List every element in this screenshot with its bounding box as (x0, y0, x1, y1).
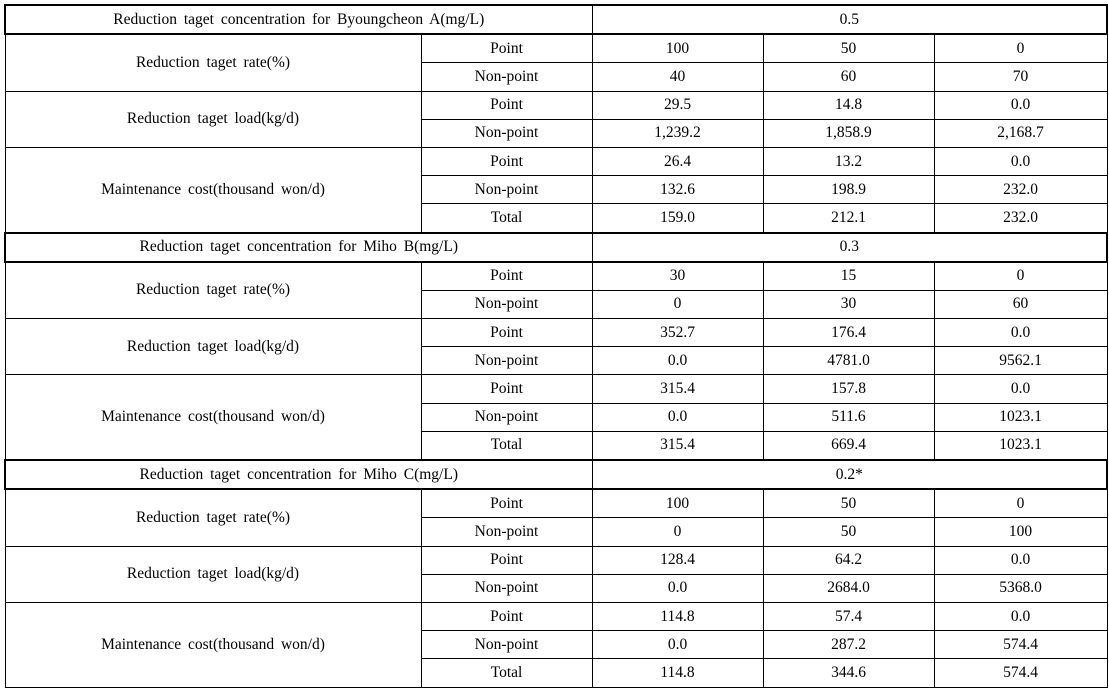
value-cell: 0 (934, 34, 1107, 63)
value-cell: 4781.0 (763, 347, 934, 375)
value-cell: 0 (934, 262, 1107, 291)
value-cell: 669.4 (763, 431, 934, 460)
source-type-label: Non-point (421, 290, 592, 318)
value-cell: 60 (763, 63, 934, 91)
cost-row-label: Maintenance cost(thousand won/d) (5, 602, 421, 687)
source-type-label: Non-point (421, 347, 592, 375)
value-cell: 13.2 (763, 147, 934, 175)
value-cell: 0.0 (934, 319, 1107, 347)
section-title: Reduction taget concentration for Miho C(mg/L) (5, 460, 592, 489)
source-type-label: Non-point (421, 403, 592, 431)
value-cell: 1,239.2 (592, 119, 763, 147)
section-header-row (5, 460, 1107, 489)
value-cell: 2684.0 (763, 574, 934, 602)
value-cell: 114.8 (592, 602, 763, 630)
source-type-label: Point (421, 319, 592, 347)
table-body (5, 5, 1107, 687)
source-type-label: Total (421, 659, 592, 687)
value-cell: 315.4 (592, 431, 763, 460)
value-cell: 0.0 (592, 403, 763, 431)
source-type-label: Non-point (421, 119, 592, 147)
value-cell: 511.6 (763, 403, 934, 431)
value-cell: 2,168.7 (934, 119, 1107, 147)
value-cell: 176.4 (763, 319, 934, 347)
source-type-label: Total (421, 431, 592, 460)
value-cell: 574.4 (934, 631, 1107, 659)
value-cell: 60 (934, 290, 1107, 318)
value-cell: 50 (763, 489, 934, 518)
rate-row-label: Reduction taget rate(%) (5, 489, 421, 546)
value-cell: 352.7 (592, 319, 763, 347)
value-cell: 0.0 (592, 574, 763, 602)
value-cell: 157.8 (763, 375, 934, 403)
value-cell: 1023.1 (934, 403, 1107, 431)
value-cell: 9562.1 (934, 347, 1107, 375)
value-cell: 57.4 (763, 602, 934, 630)
value-cell: 0.0 (934, 91, 1107, 119)
value-cell: 100 (592, 34, 763, 63)
value-cell: 64.2 (763, 546, 934, 574)
value-cell: 14.8 (763, 91, 934, 119)
source-type-label: Point (421, 602, 592, 630)
source-type-label: Non-point (421, 518, 592, 546)
table-row (5, 546, 1107, 574)
source-type-label: Point (421, 375, 592, 403)
value-cell: 212.1 (763, 204, 934, 233)
cost-row-label: Maintenance cost(thousand won/d) (5, 147, 421, 232)
section-concentration-value: 0.5 (592, 5, 1107, 34)
table-row (5, 262, 1107, 291)
value-cell: 29.5 (592, 91, 763, 119)
load-row-label: Reduction taget load(kg/d) (5, 319, 421, 375)
section-title: Reduction taget concentration for Byoungcheon A(mg/L) (5, 5, 592, 34)
value-cell: 232.0 (934, 176, 1107, 204)
reduction-target-table (4, 4, 1108, 688)
value-cell: 0.0 (934, 546, 1107, 574)
value-cell: 15 (763, 262, 934, 291)
value-cell: 344.6 (763, 659, 934, 687)
rate-row-label: Reduction taget rate(%) (5, 34, 421, 91)
section-title: Reduction taget concentration for Miho B(mg/L) (5, 233, 592, 262)
value-cell: 26.4 (592, 147, 763, 175)
rate-row-label: Reduction taget rate(%) (5, 262, 421, 319)
value-cell: 1023.1 (934, 431, 1107, 460)
table-row (5, 91, 1107, 119)
source-type-label: Point (421, 262, 592, 291)
value-cell: 0.0 (934, 602, 1107, 630)
value-cell: 30 (763, 290, 934, 318)
value-cell: 232.0 (934, 204, 1107, 233)
load-row-label: Reduction taget load(kg/d) (5, 91, 421, 147)
table-row (5, 147, 1107, 175)
value-cell: 100 (934, 518, 1107, 546)
cost-row-label: Maintenance cost(thousand won/d) (5, 375, 421, 460)
section-header-row (5, 5, 1107, 34)
value-cell: 0 (934, 489, 1107, 518)
source-type-label: Point (421, 34, 592, 63)
section-concentration-value: 0.3 (592, 233, 1107, 262)
table-row (5, 34, 1107, 63)
value-cell: 287.2 (763, 631, 934, 659)
value-cell: 128.4 (592, 546, 763, 574)
value-cell: 0.0 (592, 631, 763, 659)
value-cell: 114.8 (592, 659, 763, 687)
source-type-label: Point (421, 546, 592, 574)
value-cell: 40 (592, 63, 763, 91)
value-cell: 50 (763, 34, 934, 63)
value-cell: 100 (592, 489, 763, 518)
source-type-label: Total (421, 204, 592, 233)
value-cell: 0 (592, 518, 763, 546)
value-cell: 198.9 (763, 176, 934, 204)
value-cell: 0.0 (592, 347, 763, 375)
value-cell: 574.4 (934, 659, 1107, 687)
table-row (5, 319, 1107, 347)
value-cell: 0.0 (934, 147, 1107, 175)
load-row-label: Reduction taget load(kg/d) (5, 546, 421, 602)
value-cell: 0 (592, 290, 763, 318)
value-cell: 159.0 (592, 204, 763, 233)
value-cell: 70 (934, 63, 1107, 91)
source-type-label: Non-point (421, 574, 592, 602)
value-cell: 132.6 (592, 176, 763, 204)
value-cell: 50 (763, 518, 934, 546)
source-type-label: Non-point (421, 176, 592, 204)
source-type-label: Point (421, 91, 592, 119)
value-cell: 1,858.9 (763, 119, 934, 147)
source-type-label: Non-point (421, 63, 592, 91)
value-cell: 30 (592, 262, 763, 291)
table-row (5, 375, 1107, 403)
section-concentration-value: 0.2* (592, 460, 1107, 489)
value-cell: 5368.0 (934, 574, 1107, 602)
table-row (5, 602, 1107, 630)
table-row (5, 489, 1107, 518)
section-header-row (5, 233, 1107, 262)
source-type-label: Point (421, 489, 592, 518)
source-type-label: Point (421, 147, 592, 175)
value-cell: 0.0 (934, 375, 1107, 403)
value-cell: 315.4 (592, 375, 763, 403)
source-type-label: Non-point (421, 631, 592, 659)
